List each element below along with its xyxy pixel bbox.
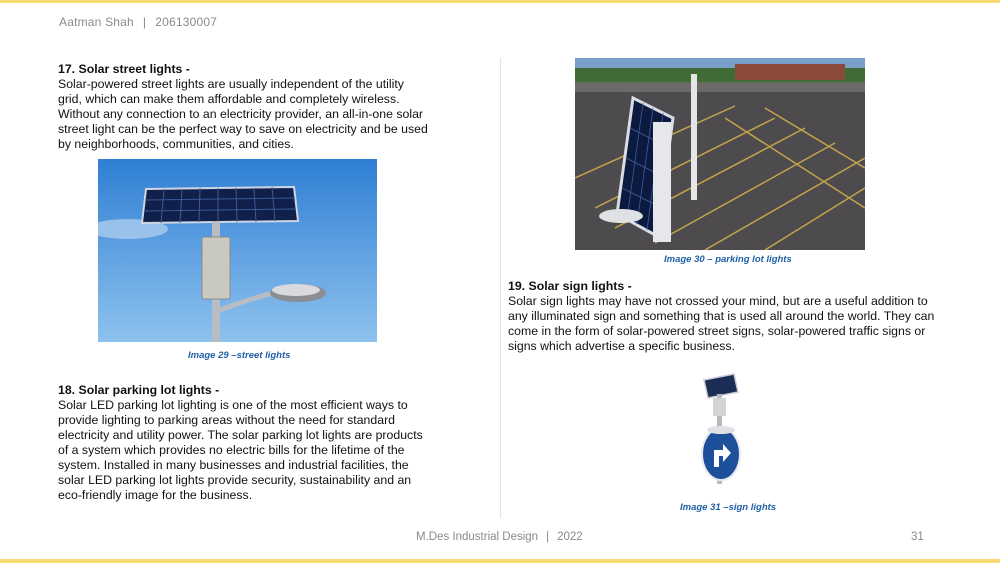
page-number: 31 xyxy=(911,531,924,543)
solar-street-light-photo xyxy=(98,159,377,342)
page-header xyxy=(59,15,217,29)
section-title: 18. Solar parking lot lights - xyxy=(58,383,220,397)
solar-parking-light-photo xyxy=(575,58,865,250)
section-body: Solar LED parking lot lighting is one of the most efficient ways to provide lighting to parking areas without the need for standard electricity and utility power. The solar parking lot lights are products of a system which provides no electric bills for the lifetime of the system. Installed in many businesses and industrial facilities, the solar LED parking lot lights provide security, sustainability and an eco-friendly image for the business. xyxy=(58,398,423,502)
section-title: 17. Solar street lights - xyxy=(58,62,190,76)
author-name: Aatman Shah xyxy=(59,15,134,29)
section-sign-lights xyxy=(508,279,948,354)
section-parking-lights xyxy=(58,383,428,503)
student-id: 206130007 xyxy=(155,15,218,29)
image-caption: Image 29 –street lights xyxy=(188,350,291,361)
top-accent-bar xyxy=(0,0,1000,3)
page-footer xyxy=(416,531,583,543)
solar-sign-light-photo xyxy=(690,372,746,484)
footer-year: 2022 xyxy=(557,531,583,543)
section-body: Solar sign lights may have not crossed your mind, but are a useful addition to any illuminated sign and something that is used all around the world. They can come in the form of solar-powered street signs, solar-powered traffic signs or signs which advertise a specific business. xyxy=(508,294,935,353)
section-body: Solar-powered street lights are usually independent of the utility grid, which can make them affordable and completely wireless. Without any connection to an electricity provider, an all-in-one solar street light can be the perfect way to save on electricity and be used by neighborhoods, communities, and cities. xyxy=(58,77,428,151)
column-divider xyxy=(500,58,501,518)
image-caption: Image 30 – parking lot lights xyxy=(664,254,792,265)
bottom-accent-bar xyxy=(0,559,1000,563)
section-street-lights xyxy=(58,62,428,152)
footer-separator: | xyxy=(546,531,550,543)
header-separator: | xyxy=(142,15,147,29)
section-title: 19. Solar sign lights - xyxy=(508,279,632,293)
program-name: M.Des Industrial Design xyxy=(416,531,539,543)
image-caption: Image 31 –sign lights xyxy=(680,502,777,513)
